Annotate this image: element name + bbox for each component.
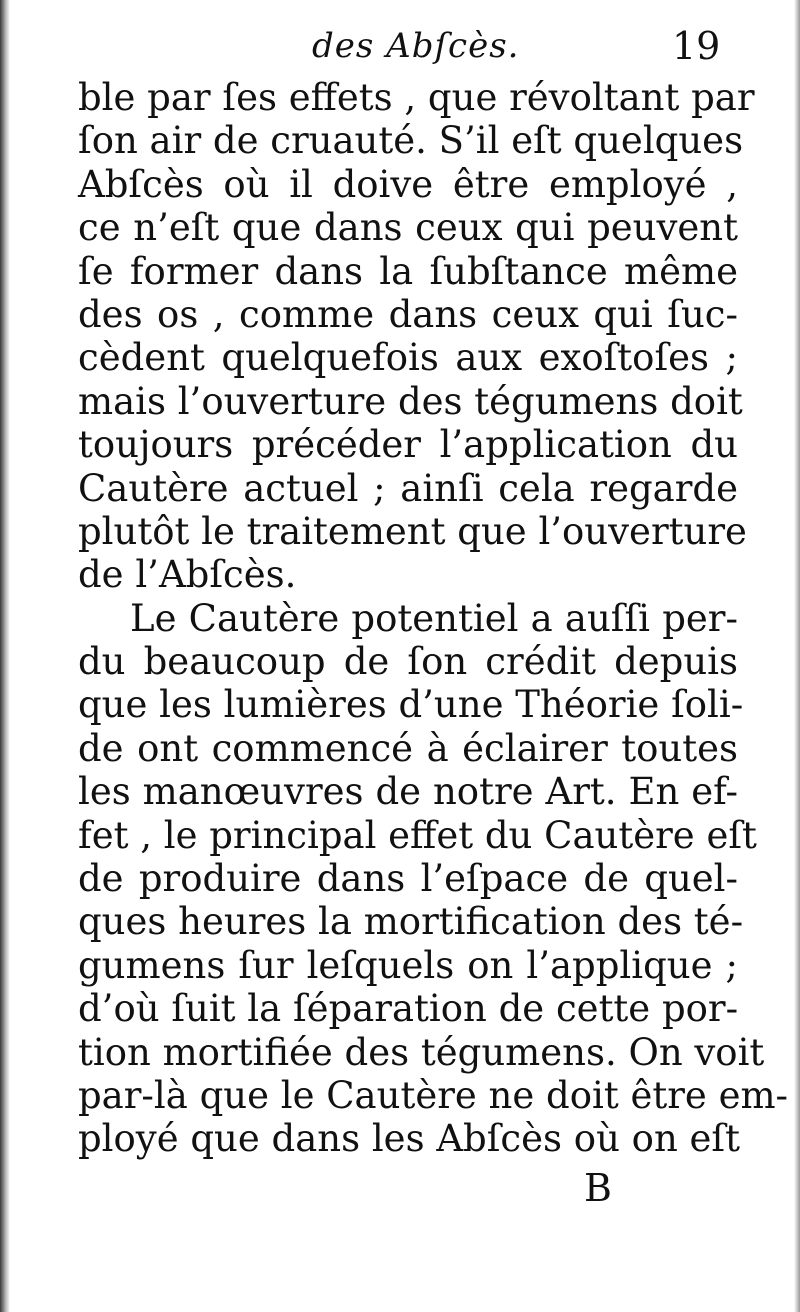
text-line: par-là que le Cautère ne doit être em-	[78, 1073, 789, 1117]
text-line: ſon air de cruauté. S’il eſt quelques	[78, 119, 744, 163]
text-line: fet , le principal effet du Cautère eſt	[78, 813, 757, 857]
text-line: mais l’ouverture des tégumens doit	[78, 379, 743, 423]
text-line: ble par ſes effets , que révoltant par	[78, 76, 755, 119]
text-line: Abſcès où il doive être employé ,	[78, 162, 738, 206]
running-title: des Abſcès.	[312, 26, 520, 66]
page-gutter-shadow	[0, 0, 10, 1312]
text-line: plutôt le traitement que l’ouverture	[78, 509, 747, 553]
text-line: ques heures la mortification des té-	[78, 900, 744, 944]
signature-mark: B	[584, 1166, 612, 1210]
text-line: cèdent quelquefois aux exoſtoſes ;	[78, 336, 738, 380]
text-line: d’où ſuit la ſéparation de cette por-	[78, 987, 739, 1031]
text-line: du beaucoup de ſon crédit depuis	[78, 640, 738, 684]
text-line: ce n’eſt que dans ceux qui peuvent	[78, 206, 738, 250]
text-line: Cautère actuel ; ainſi cela regarde	[78, 466, 738, 510]
text-line: de ont commencé à éclairer toutes	[78, 726, 738, 770]
text-line: ſe former dans la ſubſtance même	[78, 249, 738, 293]
text-line-paragraph-end: de l’Abſcès.	[78, 553, 297, 597]
text-line: ployé que dans les Abſcès où on eſt	[78, 1117, 740, 1161]
text-line: de produire dans l’eſpace de quel-	[78, 857, 738, 901]
text-line: les manœuvres de notre Art. En ef-	[78, 770, 738, 814]
text-line: des os , comme dans ceux qui ſuc-	[78, 292, 738, 336]
text-line-paragraph-start: Le Cautère potentiel a auſſi per-	[130, 596, 738, 640]
page-header	[0, 18, 800, 78]
page-number: 19	[672, 24, 721, 68]
body-text	[78, 76, 789, 1161]
text-line: gumens ſur leſquels on l’applique ;	[78, 943, 738, 987]
text-line: tion mortifiée des tégumens. On voit	[78, 1030, 765, 1074]
text-line: toujours précéder l’application du	[78, 423, 738, 467]
text-line: que les lumières d’une Théorie ſoli-	[78, 683, 744, 727]
page-edge-shadow	[794, 0, 800, 1312]
